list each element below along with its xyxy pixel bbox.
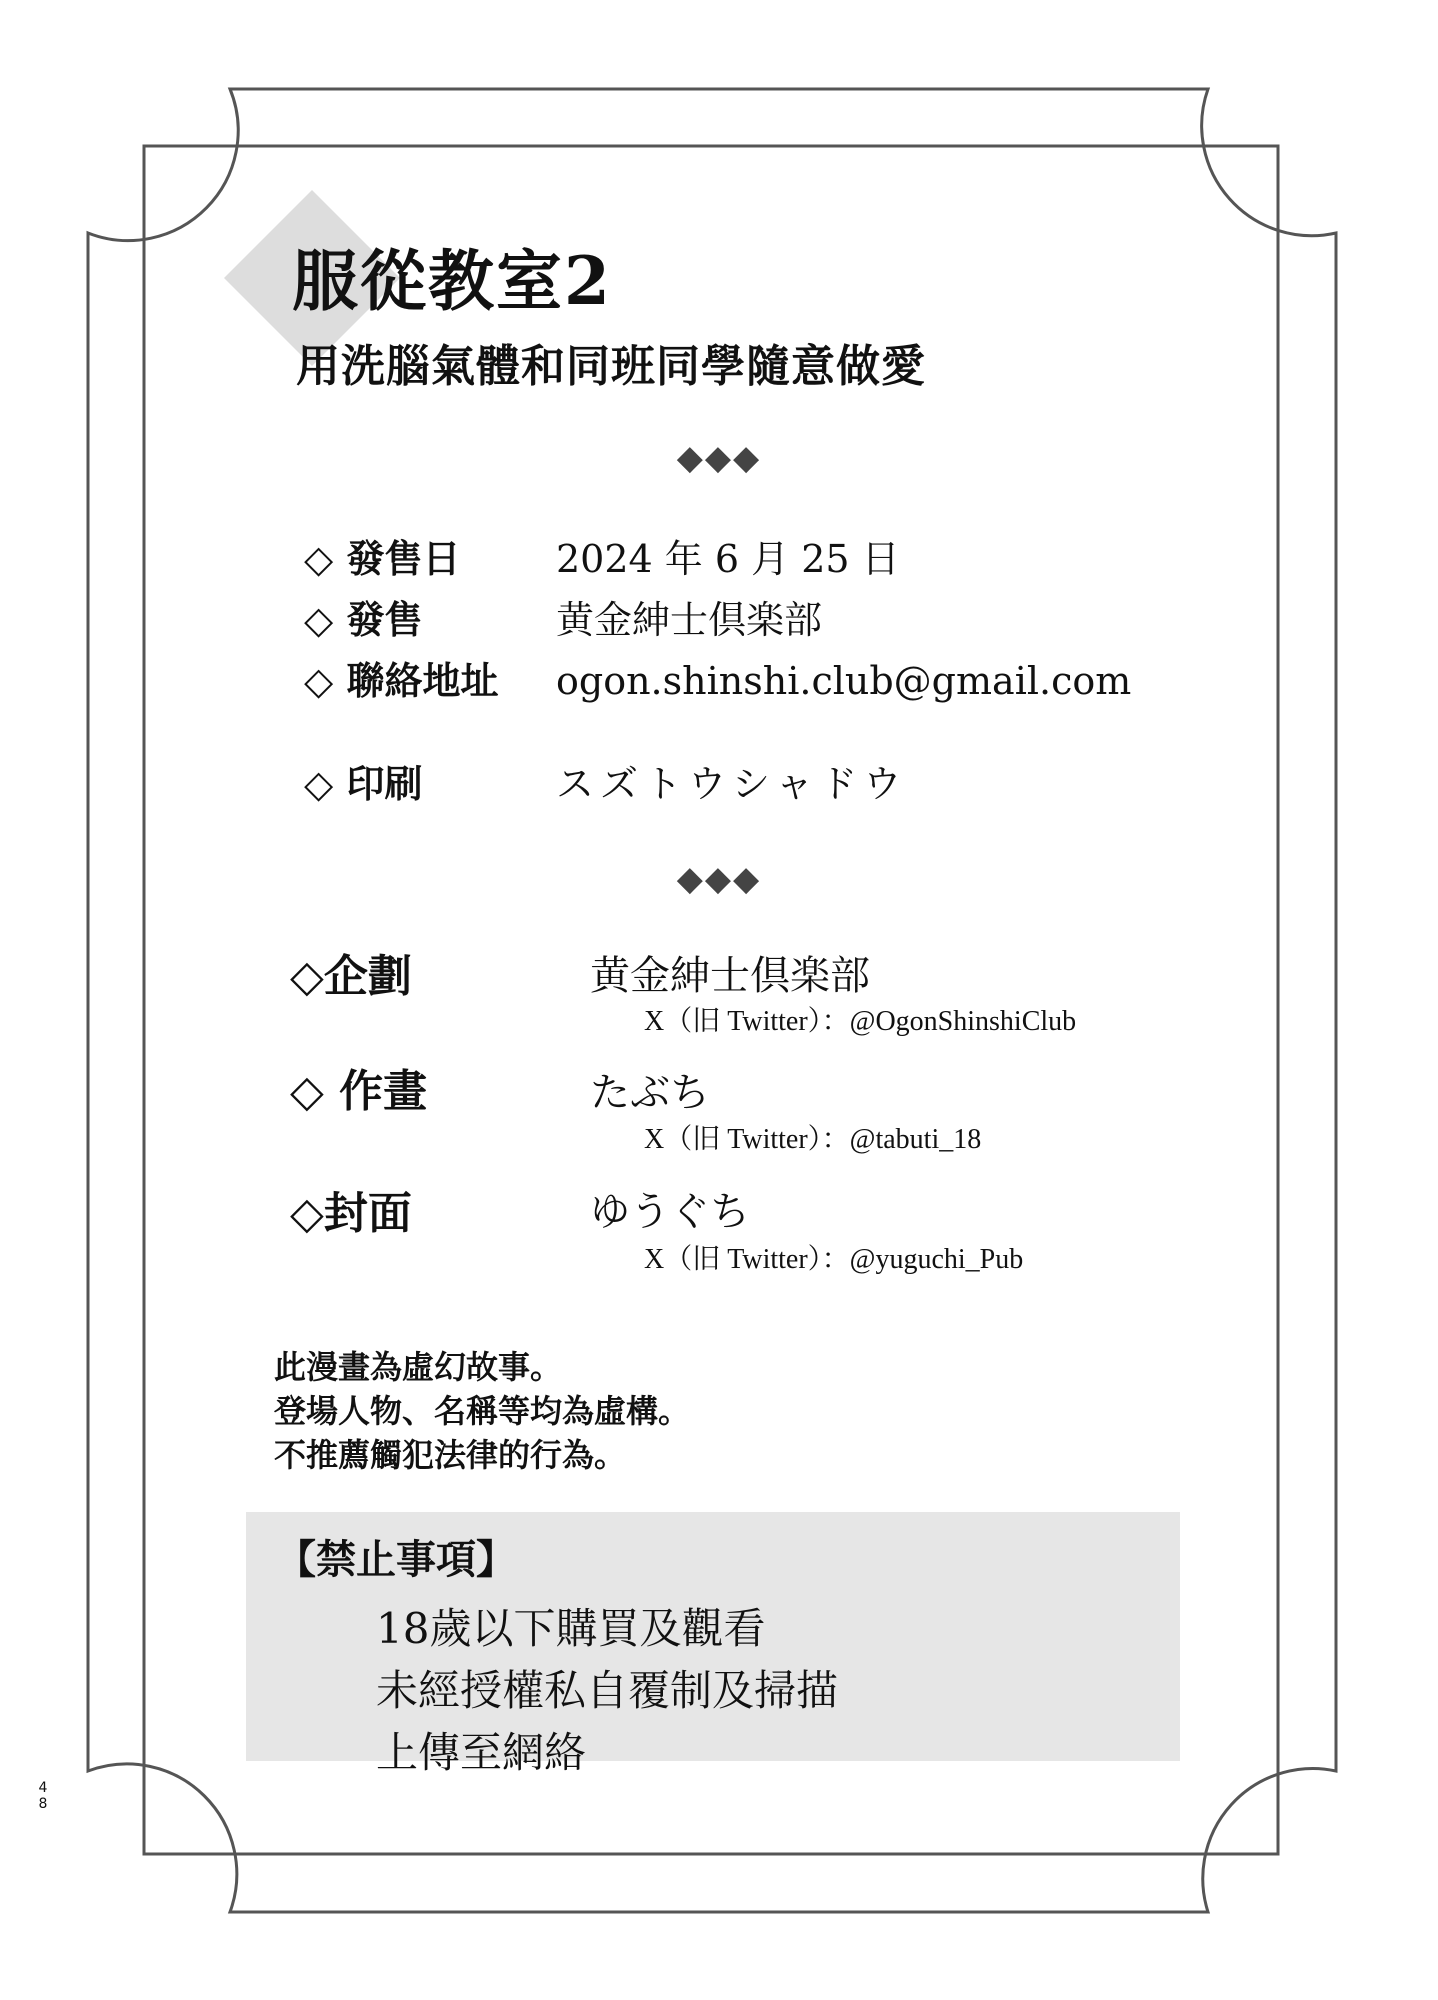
notice-title: 【禁止事項】	[276, 1536, 516, 1583]
prohibited-notice-box	[246, 1512, 1180, 1777]
page-subtitle: 用洗腦氣體和同班同學隨意做愛	[296, 341, 926, 392]
page-number-digit: 4	[38, 1780, 48, 1796]
page-title: 服從教室2	[292, 242, 612, 320]
info-label-contact: ◇ 聯絡地址	[304, 658, 499, 703]
info-value-contact: ogon.shinshi.club@gmail.com	[556, 659, 1132, 703]
separator-middle: ◆◆◆	[676, 859, 762, 899]
notice-line: 上傳至網絡	[376, 1728, 587, 1777]
disclaimer-line: 登場人物、名稱等均為虛構。	[274, 1392, 691, 1430]
info-value-publisher: 黄金紳士倶楽部	[556, 598, 823, 642]
info-value-release-date: 2024 年 6 月 25 日	[556, 537, 900, 581]
notice-line: 18歲以下購買及觀看	[376, 1604, 766, 1653]
notice-lines	[376, 1598, 838, 1784]
disclaimer-line: 此漫畫為虛幻故事。	[274, 1348, 563, 1386]
info-label-printer: ◇ 印刷	[304, 761, 423, 806]
credit-label-cover: ◇封面	[290, 1188, 412, 1239]
page-number-digit: 8	[38, 1796, 48, 1812]
credit-label-planning: ◇企劃	[290, 951, 412, 1002]
credit-handle-planning: X（旧 Twitter）：@OgonShinshiClub	[644, 1006, 1077, 1037]
separator-top: ◆◆◆	[676, 438, 762, 478]
credit-name-planning: 黄金紳士倶楽部	[590, 953, 870, 999]
info-label-publisher: ◇ 發售	[304, 597, 423, 642]
credit-label-artist: ◇ 作畫	[290, 1066, 428, 1117]
notice-line: 未經授權私自覆制及掃描	[376, 1666, 839, 1715]
credit-handle-artist: X（旧 Twitter）：@tabuti_18	[644, 1124, 982, 1155]
credit-handle-cover: X（旧 Twitter）：@yuguchi_Pub	[644, 1244, 1024, 1275]
disclaimer-line: 不推薦觸犯法律的行為。	[274, 1436, 627, 1474]
info-value-printer: スズトウシャドウ	[556, 762, 908, 806]
page-number	[36, 1780, 50, 1812]
disclaimer	[274, 1345, 690, 1477]
credit-name-artist: たぶち	[590, 1070, 710, 1116]
info-label-release-date: ◇ 發售日	[304, 536, 461, 581]
credit-name-cover: ゆうぐち	[590, 1189, 750, 1235]
